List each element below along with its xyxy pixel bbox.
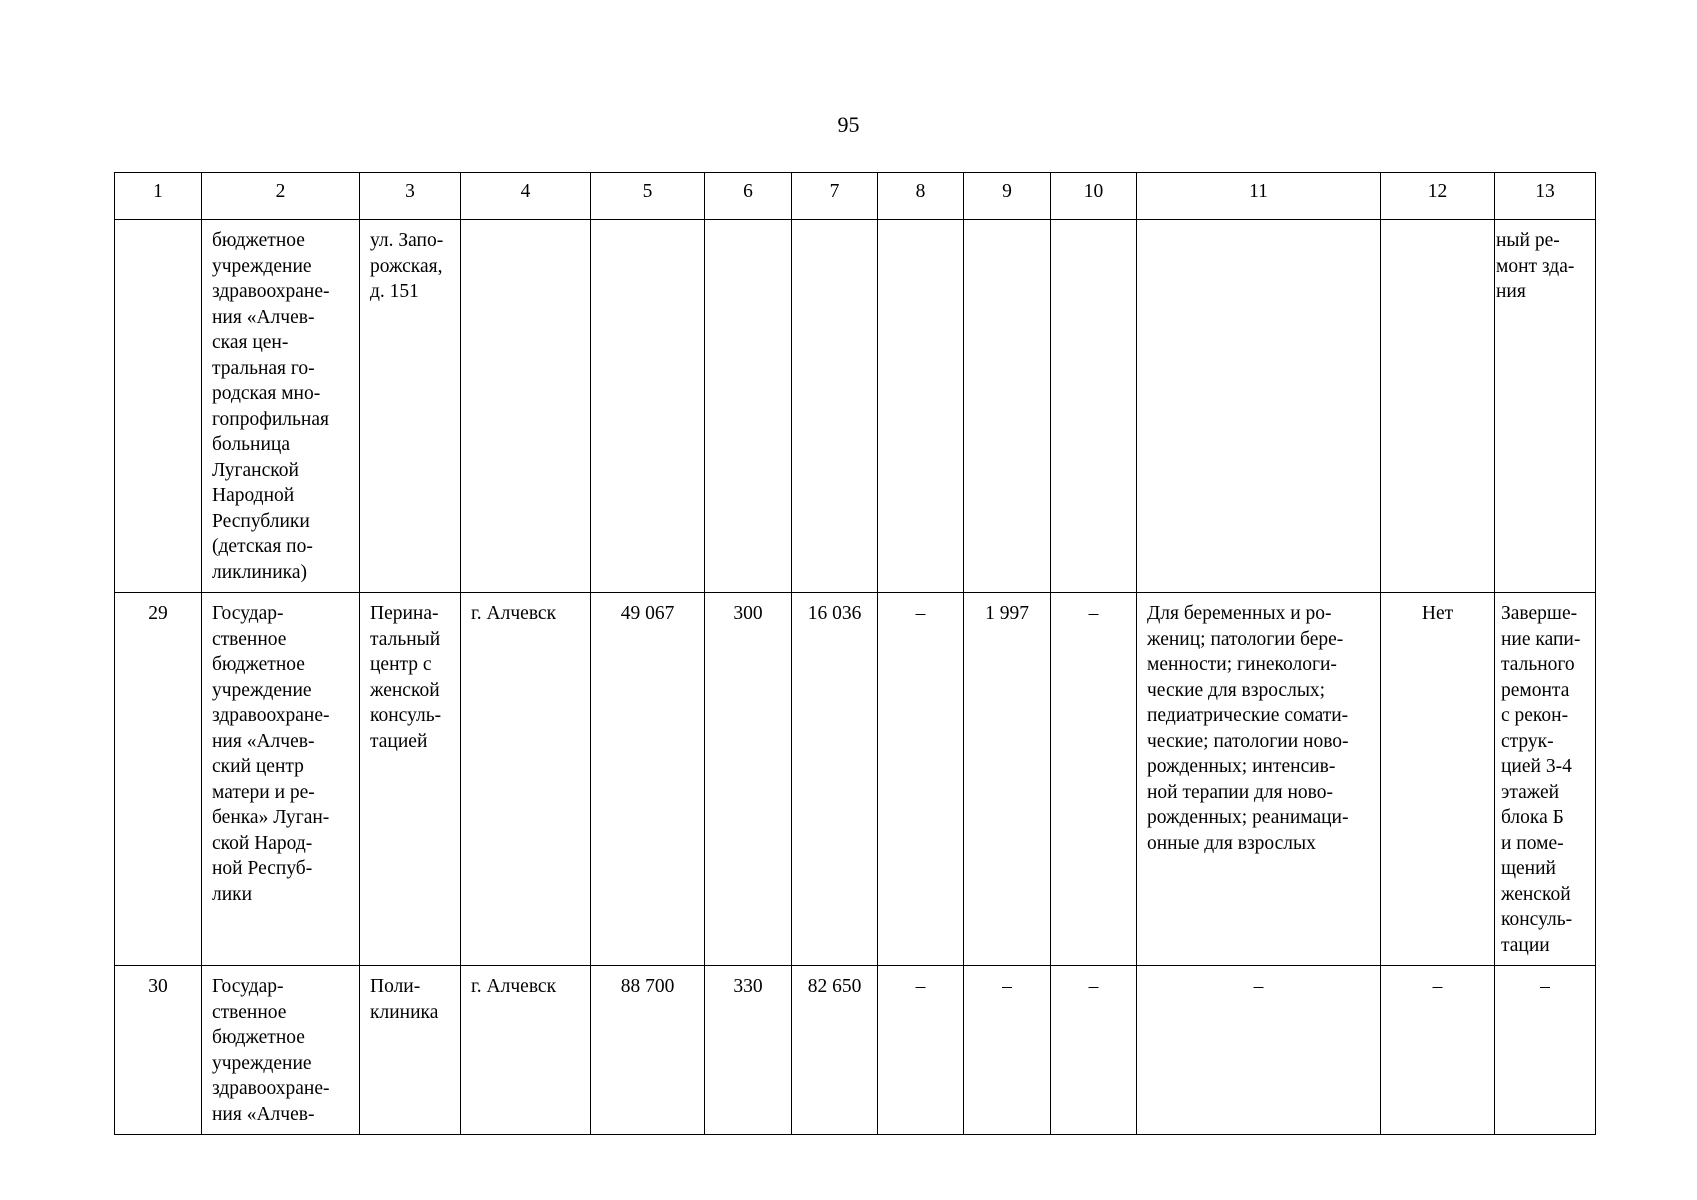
column-header: 6 xyxy=(705,173,792,220)
cell-col8: – xyxy=(878,593,964,966)
cell-profiles: Для беременных и ро- жениц; патологии бере- менности; гинекологи- ческие для взрослых; педиатрические сомати- ческие; патологии ново- рожденных; интенсив- ной терапии для ново- рожденных; реанимаци- онные для взрослых xyxy=(1137,593,1381,966)
cell-number: 29 xyxy=(115,593,202,966)
column-header: 5 xyxy=(591,173,705,220)
cell-col10: – xyxy=(1051,966,1137,1135)
column-header: 9 xyxy=(964,173,1051,220)
cell-col6: 330 xyxy=(705,966,792,1135)
cell-col5: 49 067 xyxy=(591,593,705,966)
cell-measures: ный ре- монт зда- ния xyxy=(1495,220,1596,593)
cell-building: ул. Запо- рожская, д. 151 xyxy=(360,220,461,593)
cell-institution: Государ- ственное бюджетное учреждение здравоохране- ния «Алчев- xyxy=(202,966,360,1135)
cell-col5 xyxy=(591,220,705,593)
data-table xyxy=(114,172,1596,1135)
column-header: 11 xyxy=(1137,173,1381,220)
cell-profiles: – xyxy=(1137,966,1381,1135)
cell-col10: – xyxy=(1051,593,1137,966)
cell-col9 xyxy=(964,220,1051,593)
column-header: 4 xyxy=(461,173,591,220)
cell-col8 xyxy=(878,220,964,593)
column-number-row xyxy=(115,173,1596,220)
column-header: 8 xyxy=(878,173,964,220)
column-header: 7 xyxy=(792,173,878,220)
cell-col7: 16 036 xyxy=(792,593,878,966)
cell-col7 xyxy=(792,220,878,593)
column-header: 10 xyxy=(1051,173,1137,220)
cell-number xyxy=(115,220,202,593)
cell-institution: Государ- ственное бюджетное учреждение здравоохране- ния «Алчев- ский центр матери и ре- бенка» Луган- ской Народ- ной Респуб- лики xyxy=(202,593,360,966)
cell-col12 xyxy=(1381,220,1495,593)
cell-col7: 82 650 xyxy=(792,966,878,1135)
cell-building: Перина- тальный центр с женской консуль- тацией xyxy=(360,593,461,966)
cell-col6: 300 xyxy=(705,593,792,966)
cell-col8: – xyxy=(878,966,964,1135)
cell-location: г. Алчевск xyxy=(461,966,591,1135)
column-header: 3 xyxy=(360,173,461,220)
column-header: 2 xyxy=(202,173,360,220)
cell-col9: 1 997 xyxy=(964,593,1051,966)
column-header: 1 xyxy=(115,173,202,220)
table-row xyxy=(115,966,1596,1135)
cell-location: г. Алчевск xyxy=(461,593,591,966)
cell-measures: Заверше- ние капи- тального ремонта с рекон- струк- цией 3-4 этажей блока Б и поме- щений женской консуль- тации xyxy=(1495,593,1596,966)
cell-col6 xyxy=(705,220,792,593)
cell-number: 30 xyxy=(115,966,202,1135)
cell-col9: – xyxy=(964,966,1051,1135)
cell-measures: – xyxy=(1495,966,1596,1135)
cell-col5: 88 700 xyxy=(591,966,705,1135)
cell-col10 xyxy=(1051,220,1137,593)
cell-institution: бюджетное учреждение здравоохране- ния «Алчев- ская цен- тральная го- родская мно- гопрофильная больница Луганской Народной Республики (детская по- ликлиника) xyxy=(202,220,360,593)
cell-col12: Нет xyxy=(1381,593,1495,966)
column-header: 13 xyxy=(1495,173,1596,220)
table-row xyxy=(115,593,1596,966)
cell-location xyxy=(461,220,591,593)
cell-col12: – xyxy=(1381,966,1495,1135)
cell-building: Поли- клиника xyxy=(360,966,461,1135)
page-number: 95 xyxy=(837,112,860,137)
table-row xyxy=(115,220,1596,593)
cell-profiles xyxy=(1137,220,1381,593)
column-header: 12 xyxy=(1381,173,1495,220)
